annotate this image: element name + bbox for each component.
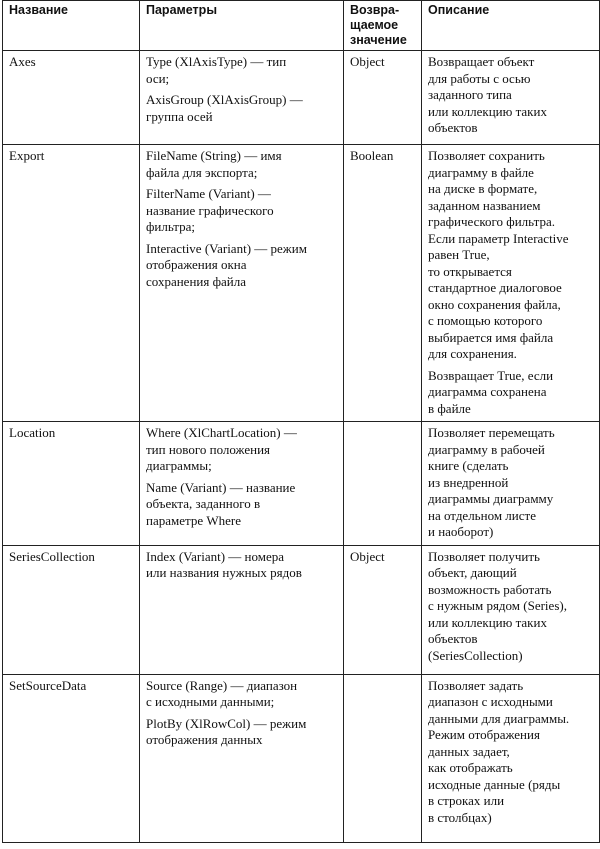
method-params: Source (Range) — диапазон с исходными данными; PlotBy (XlRowCol) — режим отображения данных xyxy=(140,674,344,842)
method-description: Позволяет получить объект, дающий возможность работать с нужным рядом (Series), или коллекцию таких объектов (SeriesCollection) xyxy=(422,545,600,674)
method-params: Where (XlChartLocation) — тип нового положения диаграммы; Name (Variant) — название объекта, заданного в параметре Where xyxy=(140,422,344,546)
methods-table xyxy=(2,0,600,843)
method-params: Index (Variant) — номера или названия нужных рядов xyxy=(140,545,344,674)
header-params: Параметры xyxy=(140,1,344,51)
method-description: Возвращает объект для работы с осью заданного типа или коллекцию таких объектов xyxy=(422,51,600,145)
table-row xyxy=(3,545,600,674)
method-params: Type (XlAxisType) — тип оси; AxisGroup (XlAxisGroup) — группа осей xyxy=(140,51,344,145)
method-return xyxy=(344,674,422,842)
header-name: Название xyxy=(3,1,140,51)
method-description: Позволяет задать диапазон с исходными данными для диаграммы. Режим отображения данных задает, как отображать исходные данные (ряды в строках или в столбцах) xyxy=(422,674,600,842)
method-name: SetSourceData xyxy=(3,674,140,842)
method-name: SeriesCollection xyxy=(3,545,140,674)
header-row xyxy=(3,1,600,51)
table-row xyxy=(3,674,600,842)
table-row xyxy=(3,51,600,145)
method-description: Позволяет сохранить диаграмму в файле на диске в формате, заданном названием графического фильтра. Если параметр Interactive равен True, то открывается стандартное диалоговое окно сохранения файла, с помощью которого выбирается имя файла для сохранения. Возвращает True, если диаграмма сохранена в файле xyxy=(422,145,600,422)
method-return: Object xyxy=(344,51,422,145)
method-return: Boolean xyxy=(344,145,422,422)
method-name: Export xyxy=(3,145,140,422)
table-row xyxy=(3,422,600,546)
method-return xyxy=(344,422,422,546)
method-name: Location xyxy=(3,422,140,546)
method-name: Axes xyxy=(3,51,140,145)
method-description: Позволяет перемещать диаграмму в рабочей книге (сделать из внедренной диаграммы диаграмму на отдельном листе и наоборот) xyxy=(422,422,600,546)
table-row xyxy=(3,145,600,422)
method-return: Object xyxy=(344,545,422,674)
header-return: Возвра- щаемое значение xyxy=(344,1,422,51)
method-params: FileName (String) — имя файла для экспорта; FilterName (Variant) — название графического фильтра; Interactive (Variant) — режим отображения окна сохранения файла xyxy=(140,145,344,422)
header-description: Описание xyxy=(422,1,600,51)
